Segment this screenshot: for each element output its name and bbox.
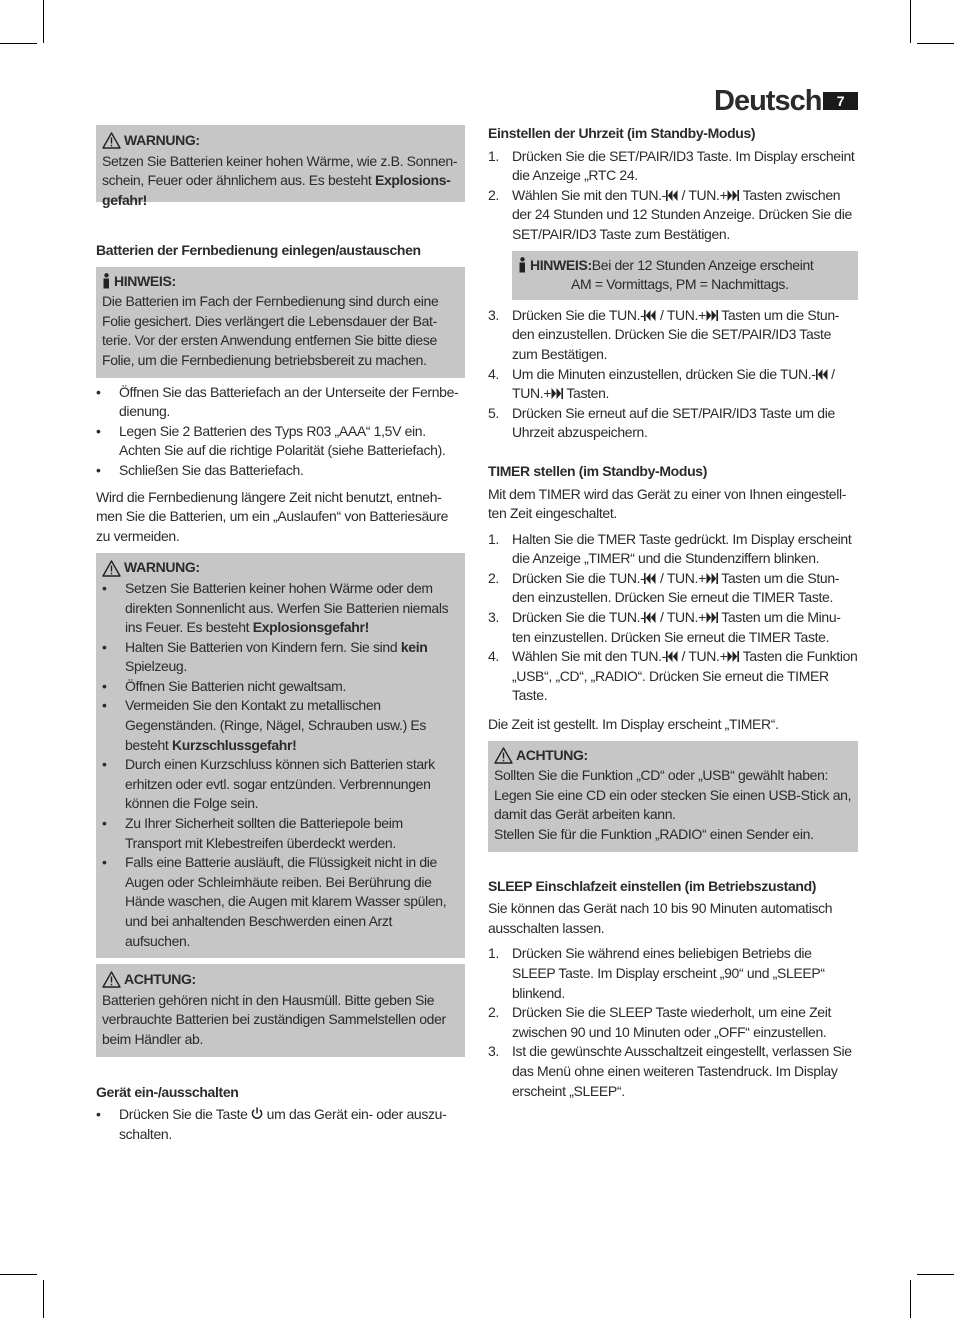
- list-item: 3. Drücken Sie die TUN.- / TUN.+ Tasten um die Stun-den einzustellen. Drücken Sie die SET/PAIR/ID3 Taste zum Bestätigen.: [488, 306, 840, 362]
- list-item: 1. Drücken Sie die SET/PAIR/ID3 Taste. Im Display erscheint die Anzeige „RTC 24.: [488, 147, 855, 184]
- list-item: • Öffnen Sie Batterien nicht gewaltsam.: [102, 677, 459, 697]
- skip-forward-icon: [727, 190, 739, 201]
- warning-triangle-icon: [102, 560, 121, 577]
- warning-title: WARNUNG:: [102, 131, 459, 151]
- power-list: [96, 1105, 465, 1144]
- warning-title: WARNUNG:: [102, 558, 459, 578]
- section-heading: SLEEP Einschlafzeit einstellen (im Betriebszustand): [488, 877, 817, 894]
- skip-forward-icon: [727, 651, 739, 662]
- timer-steps-list: [488, 530, 858, 706]
- skip-forward-icon: [706, 573, 718, 584]
- section-heading: Batterien der Fernbedienung einlegen/austauschen: [96, 242, 421, 258]
- paragraph: Wird die Fernbedienung längere Zeit nicht benutzt, entneh-men Sie die Batterien, um ein „Auslaufen“ von Batteriesäure zu vermeiden.: [96, 488, 449, 544]
- list-item: • Vermeiden Sie den Kontakt zu metallischen Gegenständen. (Ringe, Nägel, Schrauben usw.) Es besteht Kurzschlussgefahr!: [102, 696, 459, 755]
- hint-box: [512, 251, 858, 300]
- section-heading: Einstellen der Uhrzeit (im Standby-Modus): [488, 125, 756, 141]
- warning-triangle-icon: [102, 971, 121, 988]
- page-number: 7: [836, 93, 845, 109]
- caution-text: Batterien gehören nicht in den Hausmüll. Bitte geben Sie verbrauchte Batterien bei zuständigen Sammelstellen oder beim Händler ab.: [102, 991, 446, 1047]
- hint-line: HINWEIS: Bei der 12 Stunden Anzeige erscheint: [518, 256, 852, 276]
- crop-mark: [917, 1274, 954, 1275]
- info-icon: [102, 273, 111, 289]
- sleep-steps-list: [488, 944, 858, 1101]
- skip-back-icon: [666, 190, 678, 201]
- list-item: 1. Drücken Sie während eines beliebigen Betriebs die SLEEP Taste. Im Display erscheint „90“ und „SLEEP“ blinkend.: [488, 945, 825, 1001]
- crop-mark: [43, 1280, 44, 1318]
- section-heading: Gerät ein-/ausschalten: [96, 1083, 239, 1100]
- clock-steps-list: [488, 147, 858, 245]
- caution-title: ACHTUNG:: [494, 746, 852, 766]
- list-item: 2. Drücken Sie die TUN.- / TUN.+ Tasten um die Stun-den einzustellen. Drücken Sie erneut die TIMER Taste.: [488, 569, 840, 606]
- crop-mark: [917, 43, 954, 44]
- list-item: 2. Drücken Sie die SLEEP Taste wiederholt, um eine Zeit zwischen 90 und 10 Minuten oder „OFF“ einzustellen.: [488, 1004, 832, 1040]
- list-item: • Falls eine Batterie ausläuft, die Flüssigkeit nicht in die Augen oder Schleimhäute reiben. Bei Berührung die Hände waschen, die Augen mit klarem Wasser spülen, und bei anhaltenden Beschwerden einen Arzt aufsuchen.: [102, 853, 459, 951]
- left-column: [96, 125, 465, 1144]
- list-item: 4. Wählen Sie mit den TUN.- / TUN.+ Tasten die Funktion „USB“, „CD“, „RADIO“. Drücken Sie erneut die TIMER Taste.: [488, 648, 858, 704]
- caution-box: [488, 741, 858, 852]
- warning-box: [96, 553, 465, 958]
- skip-back-icon: [816, 369, 828, 380]
- skip-forward-icon: [706, 310, 718, 321]
- skip-forward-icon: [551, 388, 563, 399]
- warning-box: [96, 125, 465, 208]
- paragraph: Die Zeit ist gestellt. Im Display erscheint „TIMER“.: [488, 716, 779, 733]
- list-item: 1. Halten Sie die TMER Taste gedrückt. Im Display erscheint die Anzeige „TIMER“ und die Stundenziffern blinken.: [488, 530, 852, 567]
- list-item: • Schließen Sie das Batteriefach.: [96, 461, 465, 481]
- skip-back-icon: [644, 310, 656, 321]
- warning-list: [102, 579, 459, 951]
- caution-text: Stellen Sie für die Funktion „RADIO“ einen Sender ein.: [494, 826, 814, 842]
- hint-text: Die Batterien im Fach der Fernbedienung sind durch eine Folie gesichert. Dies verlängert die Lebensdauer der Bat-terie. Vor der ersten Anwendung entfernen Sie bitte diese Folie, um die Fernbedienung betriebsbereit zu machen.: [102, 293, 439, 368]
- list-item: 2. Wählen Sie mit den TUN.- / TUN.+ Tasten zwischen der 24 Stunden und 12 Stunden Anzeige. Drücken Sie die SET/PAIR/ID3 Taste zum Bestätigen.: [488, 186, 852, 242]
- skip-back-icon: [644, 573, 656, 584]
- section-heading: TIMER stellen (im Standby-Modus): [488, 462, 708, 479]
- warning-text: Setzen Sie Batterien keiner hohen Wärme, wie z.B. Sonnen-schein, Feuer oder ähnlichem aus. Es besteht Explosions-gefahr!: [102, 152, 458, 208]
- warning-triangle-icon: [494, 747, 513, 764]
- battery-steps-list: [96, 383, 465, 481]
- list-item: 4. Um die Minuten einzustellen, drücken Sie die TUN.- / TUN.+ Tasten.: [488, 365, 835, 402]
- crop-mark: [910, 1280, 911, 1318]
- list-item: • Zu Ihrer Sicherheit sollten die Batteriepole beim Transport mit Klebestreifen überdeckt werden.: [102, 814, 459, 853]
- list-item: • Setzen Sie Batterien keiner hohen Wärme oder dem direkten Sonnenlicht aus. Werfen Sie Batterien niemals ins Feuer. Es besteht Explosionsgefahr!: [102, 579, 459, 638]
- skip-back-icon: [644, 612, 656, 623]
- clock-steps-list: [488, 306, 858, 443]
- skip-back-icon: [666, 651, 678, 662]
- list-item: • Legen Sie 2 Batterien des Typs R03 „AAA“ 1,5V ein. Achten Sie auf die richtige Polarität (siehe Batteriefach).: [96, 422, 465, 461]
- paragraph: Mit dem TIMER wird das Gerät zu einer von Ihnen eingestell-ten Zeit eingeschaltet.: [488, 485, 847, 522]
- crop-mark: [0, 1274, 37, 1275]
- list-item: • Öffnen Sie das Batteriefach an der Unterseite der Fernbe-dienung.: [96, 383, 465, 422]
- warning-triangle-icon: [102, 132, 121, 149]
- crop-mark: [43, 0, 44, 43]
- info-icon: [518, 257, 527, 273]
- page-language-title: Deutsch: [714, 85, 822, 117]
- caution-box: [96, 964, 465, 1056]
- list-item: 3. Ist die gewünschte Ausschaltzeit eingestellt, verlassen Sie das Menü ohne einen weiteren Tastendruck. Im Display erscheint „SLEEP“.: [488, 1043, 852, 1099]
- skip-forward-icon: [706, 612, 718, 623]
- list-item: • Drücken Sie die Taste um das Gerät ein- oder auszu-schalten.: [96, 1105, 465, 1144]
- power-icon: [251, 1107, 263, 1120]
- list-item: 5. Drücken Sie erneut auf die SET/PAIR/ID3 Taste um die Uhrzeit abzuspeichern.: [488, 404, 835, 441]
- caution-text: Sollten Sie die Funktion „CD“ oder „USB“ gewählt haben: Legen Sie eine CD ein oder stecken Sie einen USB-Stick an, damit das Gerät arbeiten kann.: [494, 767, 852, 823]
- hint-line: AM = Vormittags, PM = Nachmittags.: [571, 276, 789, 293]
- list-item: 3. Drücken Sie die TUN.- / TUN.+ Tasten um die Minu-ten einzustellen. Drücken Sie erneut die TIMER Taste.: [488, 609, 841, 645]
- right-column: [488, 124, 858, 1101]
- hint-title: HINWEIS:: [102, 272, 459, 292]
- caution-title: ACHTUNG:: [102, 970, 459, 990]
- list-item: • Durch einen Kurzschluss können sich Batterien stark erhitzen oder evtl. sogar entzünden. Verbrennungen können die Folge sein.: [102, 755, 459, 814]
- crop-mark: [910, 0, 911, 43]
- paragraph: Sie können das Gerät nach 10 bis 90 Minuten automatisch ausschalten lassen.: [488, 900, 833, 936]
- crop-mark: [0, 43, 37, 44]
- page-number-badge: [823, 92, 858, 110]
- list-item: • Halten Sie Batterien von Kindern fern. Sie sind kein Spielzeug.: [102, 638, 459, 677]
- hint-box: [96, 267, 465, 378]
